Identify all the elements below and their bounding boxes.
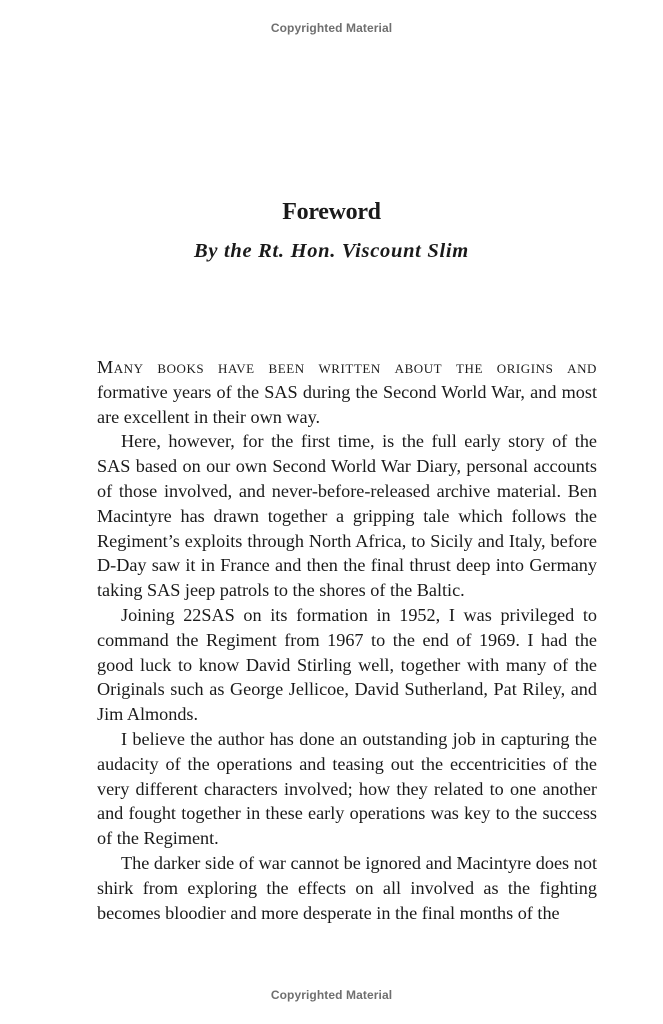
page-subtitle: By the Rt. Hon. Viscount Slim <box>194 240 469 262</box>
copyright-watermark-top: Copyrighted Material <box>270 21 393 35</box>
foreword-body <box>97 355 597 925</box>
paragraph-2: Here, however, for the first time, is the full early story of the SAS based on our own Second World War Diary, personal accounts of those involved, and never-before-released archive material. Ben Macintyre has drawn together a gripping tale which follows the Regiment’s exploits through North Africa, to Sicily and Italy, before D-Day saw it in France and then the final thrust deep into Germany taking SAS jeep patrols to the shores of the Baltic. <box>97 431 597 601</box>
paragraph-lead-smallcaps: Many books have been written about the origins and <box>97 357 597 377</box>
paragraph-text: formative years of the SAS during the Second World War, and most are excellent in their own way. <box>97 381 597 427</box>
paragraph-3: Joining 22SAS on its formation in 1952, I was privileged to command the Regiment from 1967 to the end of 1969. I had the good luck to know David Stirling well, together with many of the Originals such as George Jellicoe, David Sutherland, Pat Riley, and Jim Almonds. <box>97 604 597 725</box>
paragraph-4: I believe the author has done an outstanding job in capturing the audacity of the operations and teasing out the eccentricities of the very different characters involved; how they related to one another and fought together in these early operations was key to the success of the Regiment. <box>97 728 597 849</box>
copyright-watermark-bottom: Copyrighted Material <box>270 988 393 1002</box>
paragraph-5: The darker side of war cannot be ignored and Macintyre does not shirk from exploring the effects on all involved as the fighting becomes bloodier and more desperate in the final months of the <box>97 852 597 923</box>
page-title: Foreword <box>282 199 381 225</box>
paragraph-1 <box>97 355 597 429</box>
